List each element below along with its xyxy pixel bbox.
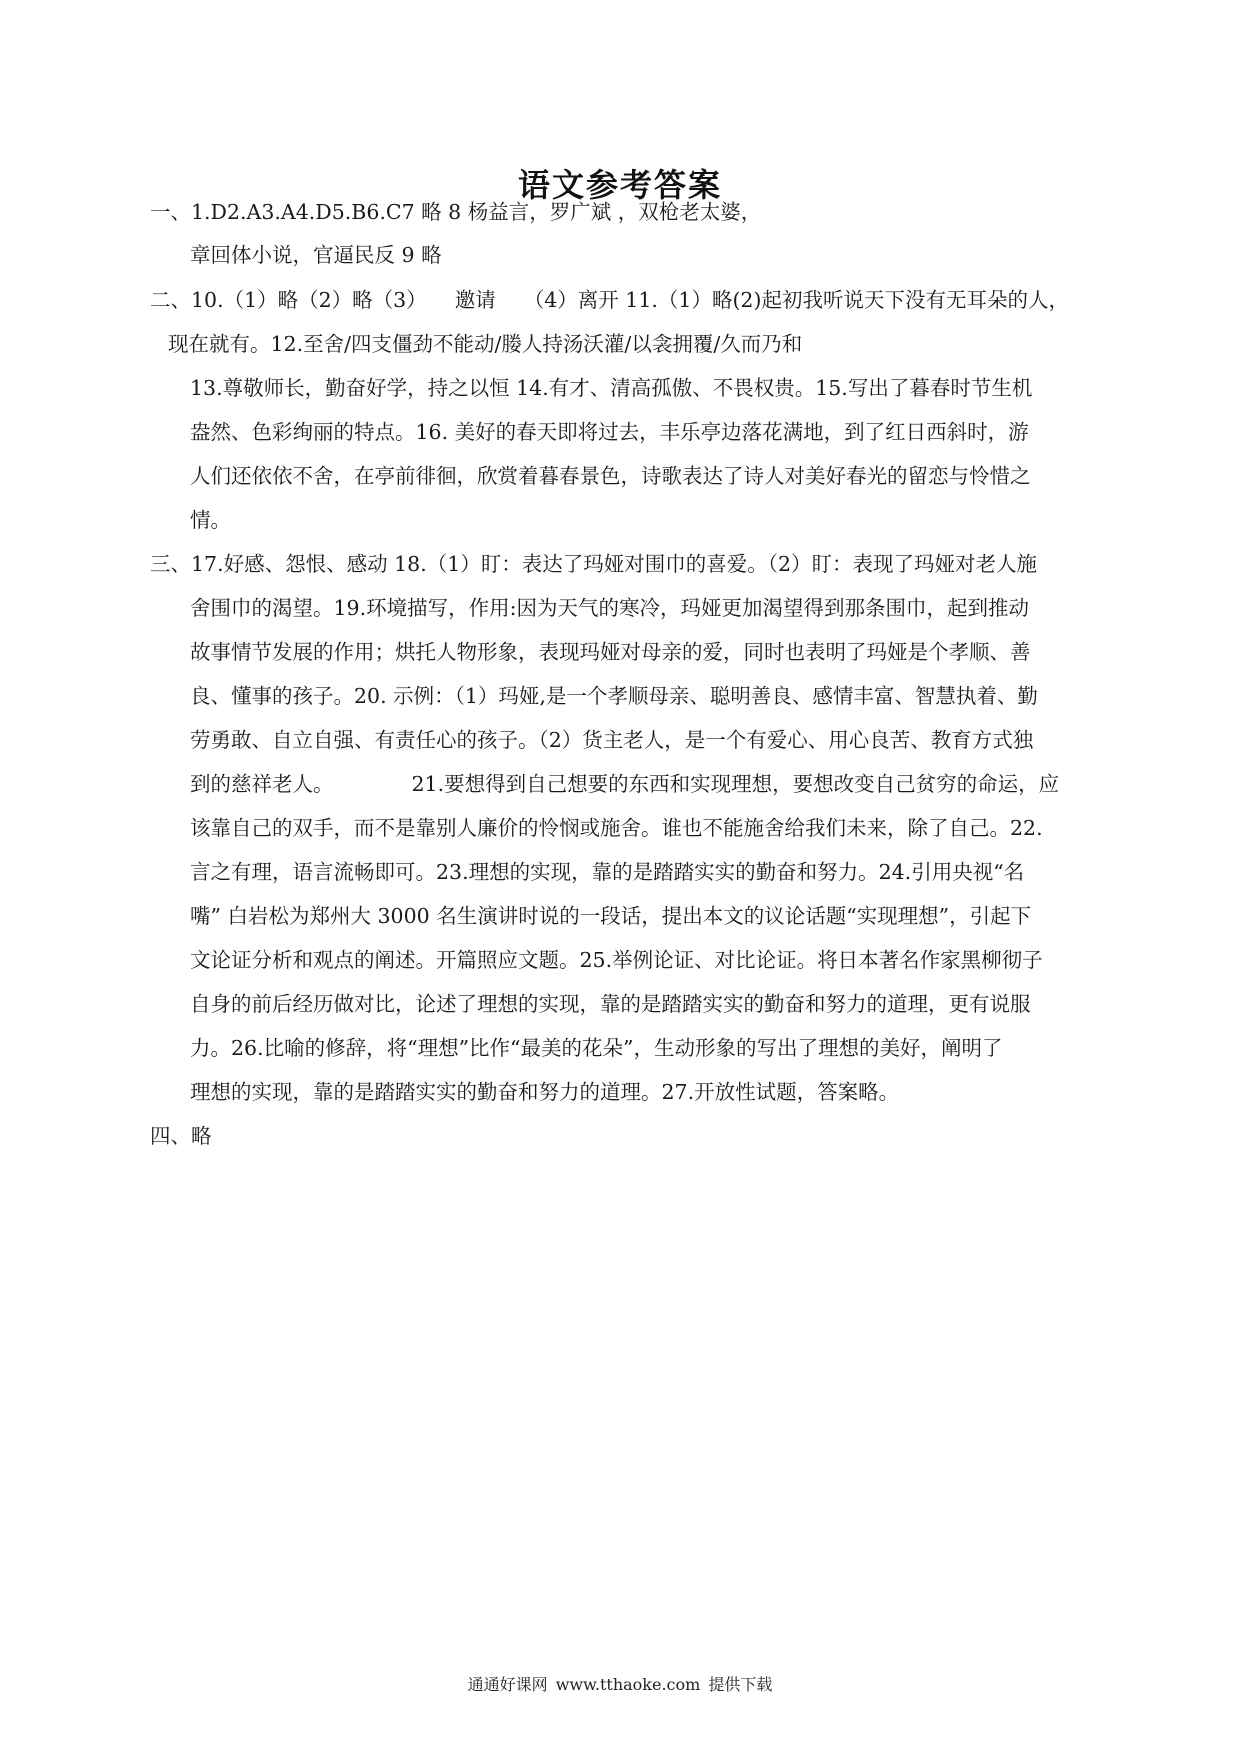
section-3-line: 良、懂事的孩子。20. 示例：（1）玛娅,是一个孝顺母亲、聪明善良、感情丰富、智慧执着、勤 <box>190 684 1038 708</box>
section-3-line: 自身的前后经历做对比，论述了理想的实现，靠的是踏踏实实的勤奋和努力的道理，更有说服 <box>190 992 1031 1016</box>
section-3-line: 嘴” 白岩松为郑州大 3000 名生演讲时说的一段话，提出本文的议论话题“实现理想”，引起下 <box>190 904 1032 928</box>
section-2-line: 现在就有。12.至舍/四支僵劲不能动/媵人持汤沃灌/以衾拥覆/久而乃和 <box>168 332 803 356</box>
footer-site-name: 通通好课网 <box>467 1675 548 1694</box>
section-3-line: 文论证分析和观点的阐述。开篇照应文题。25.举例论证、对比论证。将日本著名作家黑柳彻子 <box>190 948 1043 972</box>
section-1-line: 一、1.D2.A3.A4.D5.B6.C7 略 8 杨益言，罗广斌 ，双枪老太婆， <box>150 200 762 224</box>
section-3-line <box>190 769 1059 799</box>
section-3-line: 故事情节发展的作用；烘托人物形象，表现玛娅对母亲的爱，同时也表明了玛娅是个孝顺、善 <box>190 640 1031 664</box>
section-1-line: 章回体小说，官逼民反 9 略 <box>190 243 442 267</box>
footer-url: www.tthaoke.com <box>555 1675 701 1694</box>
section-3-line: 言之有理，语言流畅即可。23.理想的实现，靠的是踏踏实实的勤奋和努力。24.引用央视“名 <box>190 860 1025 884</box>
section-3-line: 舍围巾的渴望。19.环境描写，作用:因为天气的寒冷，玛娅更加渴望得到那条围巾，起到推动 <box>190 596 1030 620</box>
section-3-line: 理想的实现，靠的是踏踏实实的勤奋和努力的道理。27.开放性试题，答案略。 <box>190 1080 900 1104</box>
page-title: 语文参考答案 <box>517 166 722 204</box>
section-3-line: 该靠自己的双手，而不是靠别人廉价的怜悯或施舍。谁也不能施舍给我们未来，除了自己。22. <box>190 816 1043 840</box>
section-2-line: 人们还依依不舍，在亭前徘徊，欣赏着暮春景色，诗歌表达了诗人对美好春光的留恋与怜惜之 <box>190 464 1031 488</box>
answer-text: （4）离开 11.（1）略(2)起初我听说天下没有无耳朵的人， <box>523 288 1069 312</box>
section-3-line: 劳勇敢、自立自强、有责任心的孩子。（2）货主老人，是一个有爱心、用心良苦、教育方式独 <box>190 728 1034 752</box>
page-footer <box>0 1672 1240 1695</box>
answer-text: 到的慈祥老人。 <box>190 772 334 796</box>
answer-text: 21.要想得到自己想要的东西和实现理想，要想改变自己贫穷的命运，应 <box>411 772 1060 796</box>
section-2-line: 盎然、色彩绚丽的特点。16. 美好的春天即将过去，丰乐亭边落花满地，到了红日西斜时，游 <box>190 420 1029 444</box>
section-3-line: 三、17.好感、怨恨、感动 18.（1）盯：表达了玛娅对围巾的喜爱。（2）盯：表现了玛娅对老人施 <box>150 552 1038 576</box>
answer-text: 二、10.（1）略（2）略（3） <box>150 288 427 312</box>
section-3-line: 力。26.比喻的修辞，将“理想”比作“最美的花朵”，生动形象的写出了理想的美好，阐明了 <box>190 1036 1003 1060</box>
section-4-line: 四、略 <box>150 1124 212 1148</box>
section-2-line <box>150 285 1069 315</box>
section-2-line: 情。 <box>190 508 231 532</box>
footer-suffix: 提供下载 <box>708 1675 773 1694</box>
section-2-line: 13.尊敬师长，勤奋好学，持之以恒 14.有才、清高孤傲、不畏权贵。15.写出了暮春时节生机 <box>190 376 1033 400</box>
answer-text: 邀请 <box>454 288 496 312</box>
